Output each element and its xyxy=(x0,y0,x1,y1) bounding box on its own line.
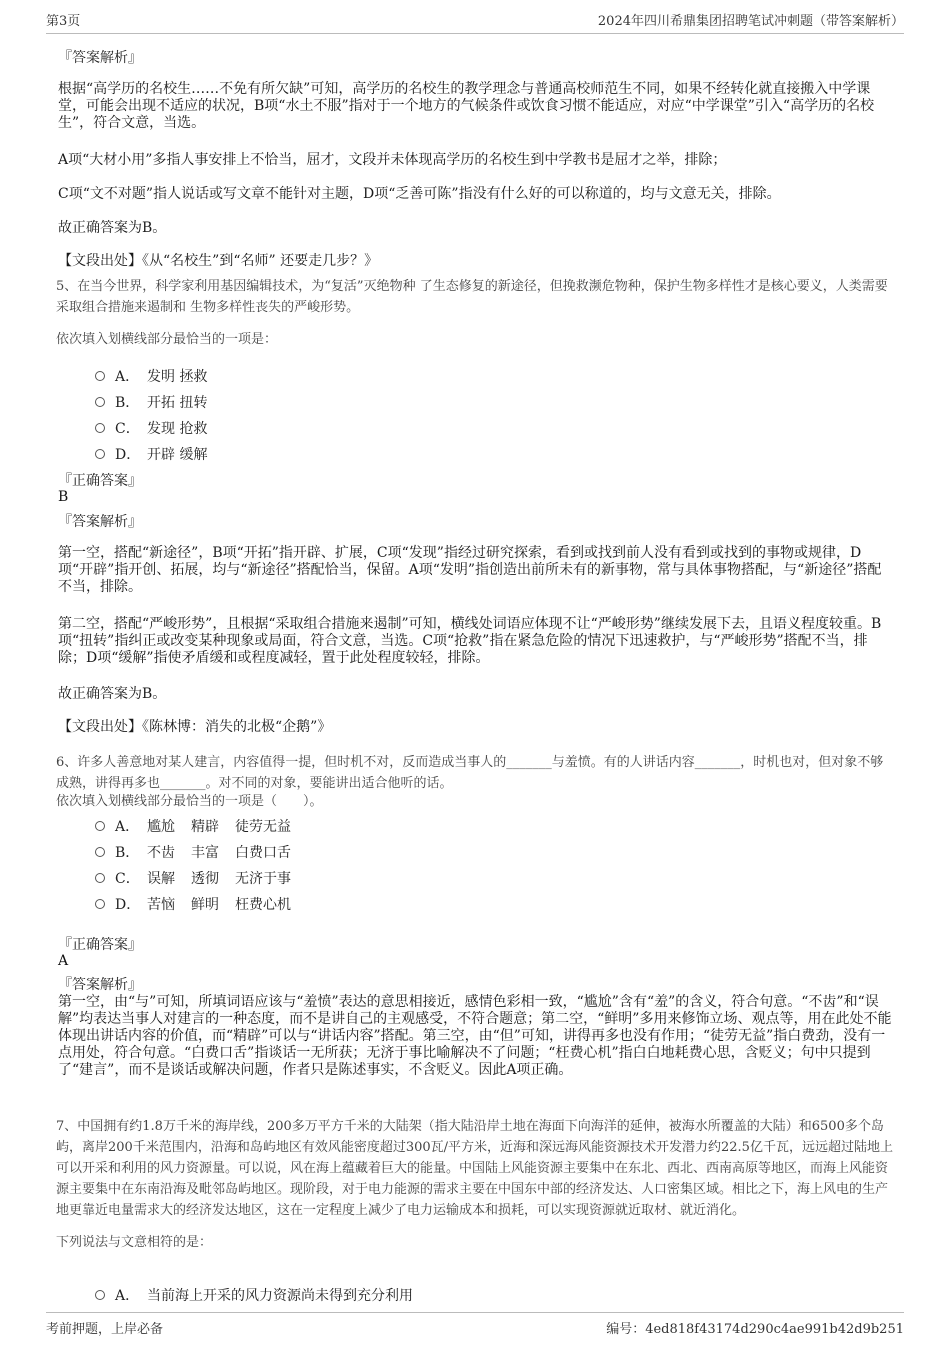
q6-option-b[interactable]: B． 不齿 丰富 白费口舌 xyxy=(95,842,307,862)
q4-source: 【文段出处】《从“名校生”到“名师” 还要走几步？》 xyxy=(58,253,379,269)
q5-answer: B xyxy=(58,489,69,505)
q6-stem: 6、许多人善意地对某人建言，内容值得一提，但时机不对，反而造成当事人的_______与羞愤。有的人讲话内容_______，时机也对，但对象不够成熟，讲得再多也_______。对不同的对象，要能讲出适合他听的话。 xyxy=(56,755,884,791)
q5-option-b[interactable]: B． 开拓 扭转 xyxy=(95,392,223,412)
q4-analysis-conclusion: 故正确答案为B。 xyxy=(58,220,167,236)
document-title: 2024年四川希鼎集团招聘笔试冲刺题（带答案解析） xyxy=(597,14,904,29)
q6-analysis-label: 『答案解析』 xyxy=(58,977,142,993)
q7-option-a[interactable]: A． 当前海上开采的风力资源尚未得到充分利用 xyxy=(95,1285,429,1305)
radio-button[interactable] xyxy=(95,847,105,857)
radio-button[interactable] xyxy=(95,371,105,381)
radio-button[interactable] xyxy=(95,423,105,433)
q6-option-c[interactable]: C． 误解 透彻 无济于事 xyxy=(95,868,307,888)
q6-option-d[interactable]: D． 苦恼 鲜明 枉费心机 xyxy=(95,894,307,914)
q4-analysis-p3: C项“文不对题”指人说话或写文章不能针对主题，D项“乏善可陈”指没有什么好的可以称道的，均与文意无关，排除。 xyxy=(58,186,781,202)
footer-slogan: 考前押题，上岸必备 xyxy=(46,1322,164,1337)
page-header xyxy=(46,10,904,34)
radio-button[interactable] xyxy=(95,821,105,831)
q5-option-c[interactable]: C． 发现 抢救 xyxy=(95,418,223,438)
page-footer xyxy=(46,1312,904,1337)
radio-button[interactable] xyxy=(95,397,105,407)
q5-source: 【文段出处】《陈林博：消失的北极“企鹅”》 xyxy=(58,719,332,735)
q4-analysis-p2: A项“大材小用”多指人事安排上不恰当，屈才，文段并未体现高学历的名校生到中学教书是屈才之举，排除； xyxy=(58,152,727,168)
q5-analysis-p2: 第二空，搭配“严峻形势”，且根据“采取组合措施来遏制”可知，横线处词语应体现不让“严峻形势”继续发展下去，且语义程度较重。B项“扭转”指纠正或改变某种现象或局面，符合文意，当选。C项“抢救”指在紧急危险的情况下迅速救护，与“严峻形势”搭配不当，排除；D项“缓解”指使矛盾缓和或程度减轻，置于此处程度较轻，排除。 xyxy=(58,616,882,666)
q5-answer-label: 『正确答案』 xyxy=(58,473,142,489)
q6-analysis-p1: 第一空，由“与”可知，所填词语应该与“羞愤”表达的意思相接近，感情色彩相一致，“尴尬”含有“羞”的含义，符合句意。“不齿”和“误解”均表达当事人对建言的一种态度，而不是讲自己的主观感受，不符合题意；第二空，“鲜明”多用来修饰立场、观点等，用在此处不能体现出讲话内容的价值，而“精辟”可以与“讲话内容”搭配。第三空，由“但”可知，讲得再多也没有作用；“徒劳无益”指白费劲，没有一点用处，符合句意。“白费口舌”指谈话一无所获；无济于事比喻解决不了问题；“枉费心机”指白白地耗费心思，含贬义；句中只提到了“建言”，而不是谈话或解决问题，作者只是陈述事实，不含贬义。因此A项正确。 xyxy=(58,994,892,1078)
radio-button[interactable] xyxy=(95,873,105,883)
q6-option-a[interactable]: A． 尴尬 精辟 徒劳无益 xyxy=(95,816,307,836)
page-number: 第3页 xyxy=(46,14,81,29)
q4-analysis-label: 『答案解析』 xyxy=(58,50,142,66)
q6-answer-label: 『正确答案』 xyxy=(58,937,142,953)
radio-button[interactable] xyxy=(95,1290,105,1300)
q6-answer: A xyxy=(58,953,69,969)
q5-option-a[interactable]: A． 发明 拯救 xyxy=(95,366,223,386)
q4-analysis-p1: 根据“高学历的名校生……不免有所欠缺”可知，高学历的名校生的教学理念与普通高校师范生不同，如果不经转化就直接搬入中学课堂，可能会出现不适应的状况，B项“水土不服”指对于一个地方的气候条件或饮食习惯不能适应，对应“中学课堂”引入“高学历的名校生”，符合文意，当选。 xyxy=(58,81,875,131)
q5-prompt: 依次填入划横线部分最恰当的一项是： xyxy=(56,332,278,347)
footer-serial: 编号：4ed818f43174d290c4ae991b42d9b251 xyxy=(606,1322,904,1337)
q6-prompt: 依次填入划横线部分最恰当的一项是（ ）。 xyxy=(56,794,323,809)
radio-button[interactable] xyxy=(95,899,105,909)
q7-prompt: 下列说法与文意相符的是： xyxy=(56,1235,213,1250)
q5-analysis-p1: 第一空，搭配“新途径”，B项“开拓”指开辟、扩展，C项“发现”指经过研究探索，看到或找到前人没有看到或找到的事物或规律，D项“开辟”指开创、拓展，均与“新途径”搭配恰当，保留。A项“发明”指创造出前所未有的新事物，常与具体事物搭配，与“新途径”搭配不当，排除。 xyxy=(58,545,882,595)
q5-analysis-conclusion: 故正确答案为B。 xyxy=(58,686,167,702)
q5-stem: 5、在当今世界，科学家利用基因编辑技术，为“复活”灭绝物种 了生态修复的新途径，但挽救濒危物种，保护生物多样性才是核心要义，人类需要采取组合措施来遏制和 生物多样性丧失的严峻形势。 xyxy=(56,279,888,315)
q7-stem: 7、中国拥有约1.8万千米的海岸线，200多万平方千米的大陆架（指大陆沿岸土地在海面下向海洋的延伸，被海水所覆盖的大陆）和6500多个岛屿，离岸200千米范围内，沿海和岛屿地区有效风能密度超过300瓦/平方米，近海和深远海风能资源技术开发潜力约22.5亿千瓦，远远超过陆地上可以开采和利用的风力资源量。可以说，风在海上蕴藏着巨大的能量。中国陆上风能资源主要集中在东北、西北、西南高原等地区，而海上风能资源主要集中在东南沿海及毗邻岛屿地区。现阶段，对于电力能源的需求主要在中国东中部的经济发达、人口密集区域。相比之下，海上风电的生产地更靠近电量需求大的经济发达地区，这在一定程度上减少了电力运输成本和损耗，可以实现资源就近取材、就近消化。 xyxy=(56,1119,893,1218)
q5-analysis-label: 『答案解析』 xyxy=(58,514,142,530)
radio-button[interactable] xyxy=(95,449,105,459)
q5-option-d[interactable]: D． 开辟 缓解 xyxy=(95,444,223,464)
